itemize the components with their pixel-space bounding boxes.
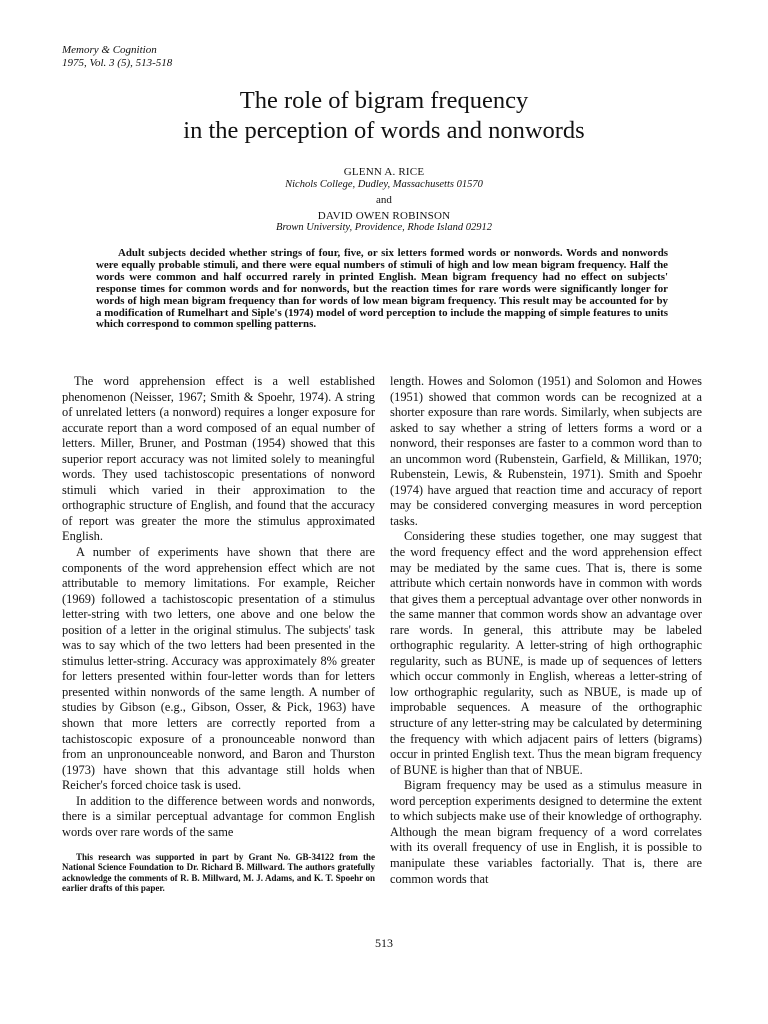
author-1-affiliation: Nichols College, Dudley, Massachusetts 01570	[285, 178, 483, 190]
author-2-affiliation: Brown University, Providence, Rhode Island 02912	[276, 222, 492, 233]
author-1-name: GLENN A. RICE	[343, 166, 425, 178]
paper-title	[0, 86, 768, 146]
paragraph: In addition to the difference between words and nonwords, there is a similar perceptual advantage for common English words over rare words of the same	[62, 793, 375, 839]
title-line-1: The role of bigram frequency	[239, 87, 529, 114]
body-column-left	[62, 374, 375, 840]
paragraph: A number of experiments have shown that there are components of the word apprehension effect which are not attributable to memory limitations. For example, Reicher (1969) followed a tachistoscopic presentation of a stimulus letter-string with two letters, one above and one below the position of a letter in the original stimulus. The subjects' task was to say which of the two letters had been presented in the stimulus letter-string. Accuracy was approximately 8% greater for letters presented within four-letter words than for letters presented within nonwords of the same length. A number of studies by Gibson (e.g., Gibson, Osser, & Pick, 1963) have shown that more letters are correctly reported from a tachistoscopic exposure of a pronounceable nonword than from an unpronounceable nonword, and Baron and Thurston (1973) have shown that this advantage still holds when Reicher's forced choice task is used.	[62, 545, 375, 793]
journal-citation: 1975, Vol. 3 (5), 513-518	[62, 57, 173, 69]
author-conjunction: and	[376, 194, 392, 206]
author-block	[0, 166, 768, 235]
paragraph: Bigram frequency may be used as a stimulus measure in word perception experiments designed to determine the extent to which subjects make use of their knowledge of orthography. Although the mean bigram frequency of a word correlates with its overall frequency of use in English, it is possible to manipulate these variables factorially. That is, there are common words that	[390, 778, 702, 886]
paragraph: length. Howes and Solomon (1951) and Solomon and Howes (1951) showed that common words can be recognized at a shorter exposure than rare words. Similarly, when subjects are asked to say whether a string of letters forms a word or a nonword, their responses are faster to a common word than to an uncommon word (Rubenstein, Garfield, & Millikan, 1970; Rubenstein, Lewis, & Rubenstein, 1971). Smith and Spoehr (1974) have argued that reaction time and accuracy of report may be considered converging measures in word perception tasks.	[390, 374, 702, 528]
body-column-right	[390, 374, 702, 887]
footnote	[62, 852, 375, 894]
paragraph: The word apprehension effect is a well established phenomenon (Neisser, 1967; Smith & Spoehr, 1974). A string of unrelated letters (a nonword) requires a longer exposure for accurate report than a word composed of an equal number of letters. Miller, Bruner, and Postman (1954) showed that this superior report accuracy was not limited solely to meaningful words. They used tachistoscopic presentations of nonword stimuli which varied in their approximation to the orthographic structure of English, and found that the accuracy of report was greater the more the stimulus approximated English.	[62, 374, 375, 544]
journal-name: Memory & Cognition	[62, 44, 157, 56]
title-line-2: in the perception of words and nonwords	[183, 117, 585, 144]
journal-header	[62, 44, 172, 70]
page-number: 513	[375, 936, 393, 950]
author-2-name: DAVID OWEN ROBINSON	[317, 209, 451, 222]
paragraph: Considering these studies together, one may suggest that the word frequency effect and the word apprehension effect may be mediated by the same cues. That is, there is some attribute which certain nonwords have in common with words that gives them a perceptual advantage over other nonwords in the same manner that common words show an advantage over rare words. In general, this attribute may be labeled orthographic regularity. A letter-string of high orthographic regularity, such as BUNE, is made up of sequences of letters which occur commonly in English, whereas a letter-string of low orthographic regularity, such as NBUE, is made up of improbable sequences. A measure of the orthographic structure of any letter-string may be calculated by determining the frequency with which adjacent pairs of letters (bigrams) occur in printed English text. Thus the mean bigram frequency of BUNE is higher than that of NBUE.	[390, 529, 702, 777]
footnote-text: This research was supported in part by Grant No. GB-34122 from the National Science Foundation to Dr. Richard B. Millward. The authors gratefully acknowledge the comments of R. B. Millward, M. J. Adams, and K. T. Spoehr on earlier drafts of this paper.	[62, 852, 375, 894]
abstract-text: Adult subjects decided whether strings of four, five, or six letters formed words or nonwords. Words and nonwords were equally probable stimuli, and there were equal numbers of stimuli of high and low mean bigram frequency. Half the words were common and half occurred rarely in printed English. Mean bigram frequency had no effect on subjects' response times for common words and for nonwords, but the reaction times for rare words were significantly longer for words of high mean bigram frequency than for words of low mean bigram frequency. This result may be accounted for by a modification of Rumelhart and Siple's (1974) model of word perception to include the mapping of simple features to units which correspond to common spelling patterns.	[96, 247, 668, 331]
abstract	[96, 248, 668, 331]
